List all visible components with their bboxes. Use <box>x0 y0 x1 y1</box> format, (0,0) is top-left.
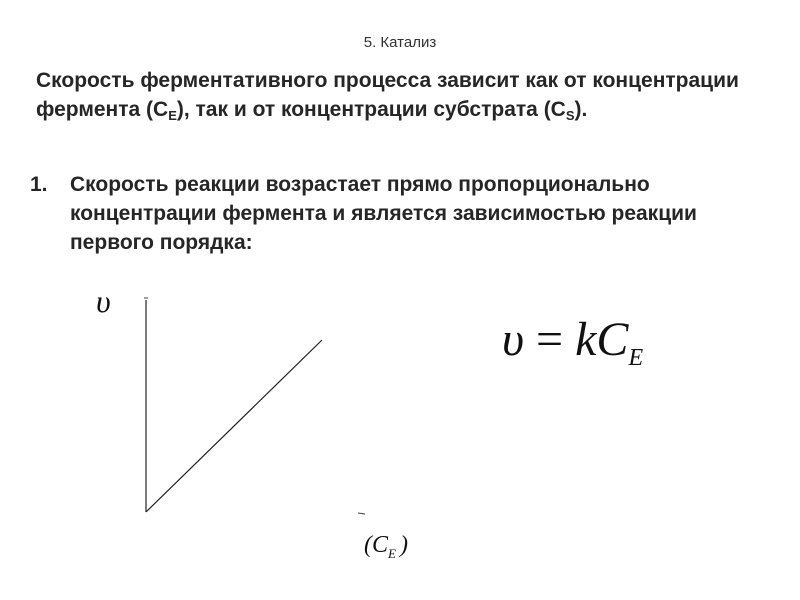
intro-subscript-e: E <box>168 108 177 123</box>
intro-subscript-s: S <box>565 108 575 123</box>
x-axis-label-sub: E <box>388 546 396 561</box>
intro-text-part2: ), так и от концентрации субстрата (С <box>176 98 566 121</box>
intro-text-part3: ). <box>574 98 588 121</box>
y-axis-label: υ <box>96 283 111 319</box>
list-item-number: 1. <box>30 173 48 196</box>
formula-equals: = <box>524 313 576 366</box>
list-item-text: Скорость реакции возрастает прямо пропорционально концентрации фермента и является зависимостью реакции первого порядка: <box>70 173 697 254</box>
x-axis-label-open: (C <box>364 532 388 558</box>
rate-formula <box>502 310 643 370</box>
x-axis-arrow-tick <box>358 513 365 514</box>
formula-subscript: E <box>628 345 644 371</box>
list-item-1 <box>30 170 770 257</box>
slide-title: 5. Катализ <box>363 34 437 51</box>
formula-kc: kC <box>575 313 629 366</box>
formula-lhs: υ <box>502 313 525 366</box>
rate-graph-svg <box>90 280 460 580</box>
intro-text-part1: Скорость ферментативного процесса зависит как от концентрации фермента (С <box>36 69 739 121</box>
x-axis-label-close: ) <box>399 532 408 558</box>
x-axis-label <box>364 532 408 561</box>
intro-paragraph <box>36 66 756 124</box>
rate-graph <box>90 280 460 580</box>
rate-line <box>146 340 322 512</box>
